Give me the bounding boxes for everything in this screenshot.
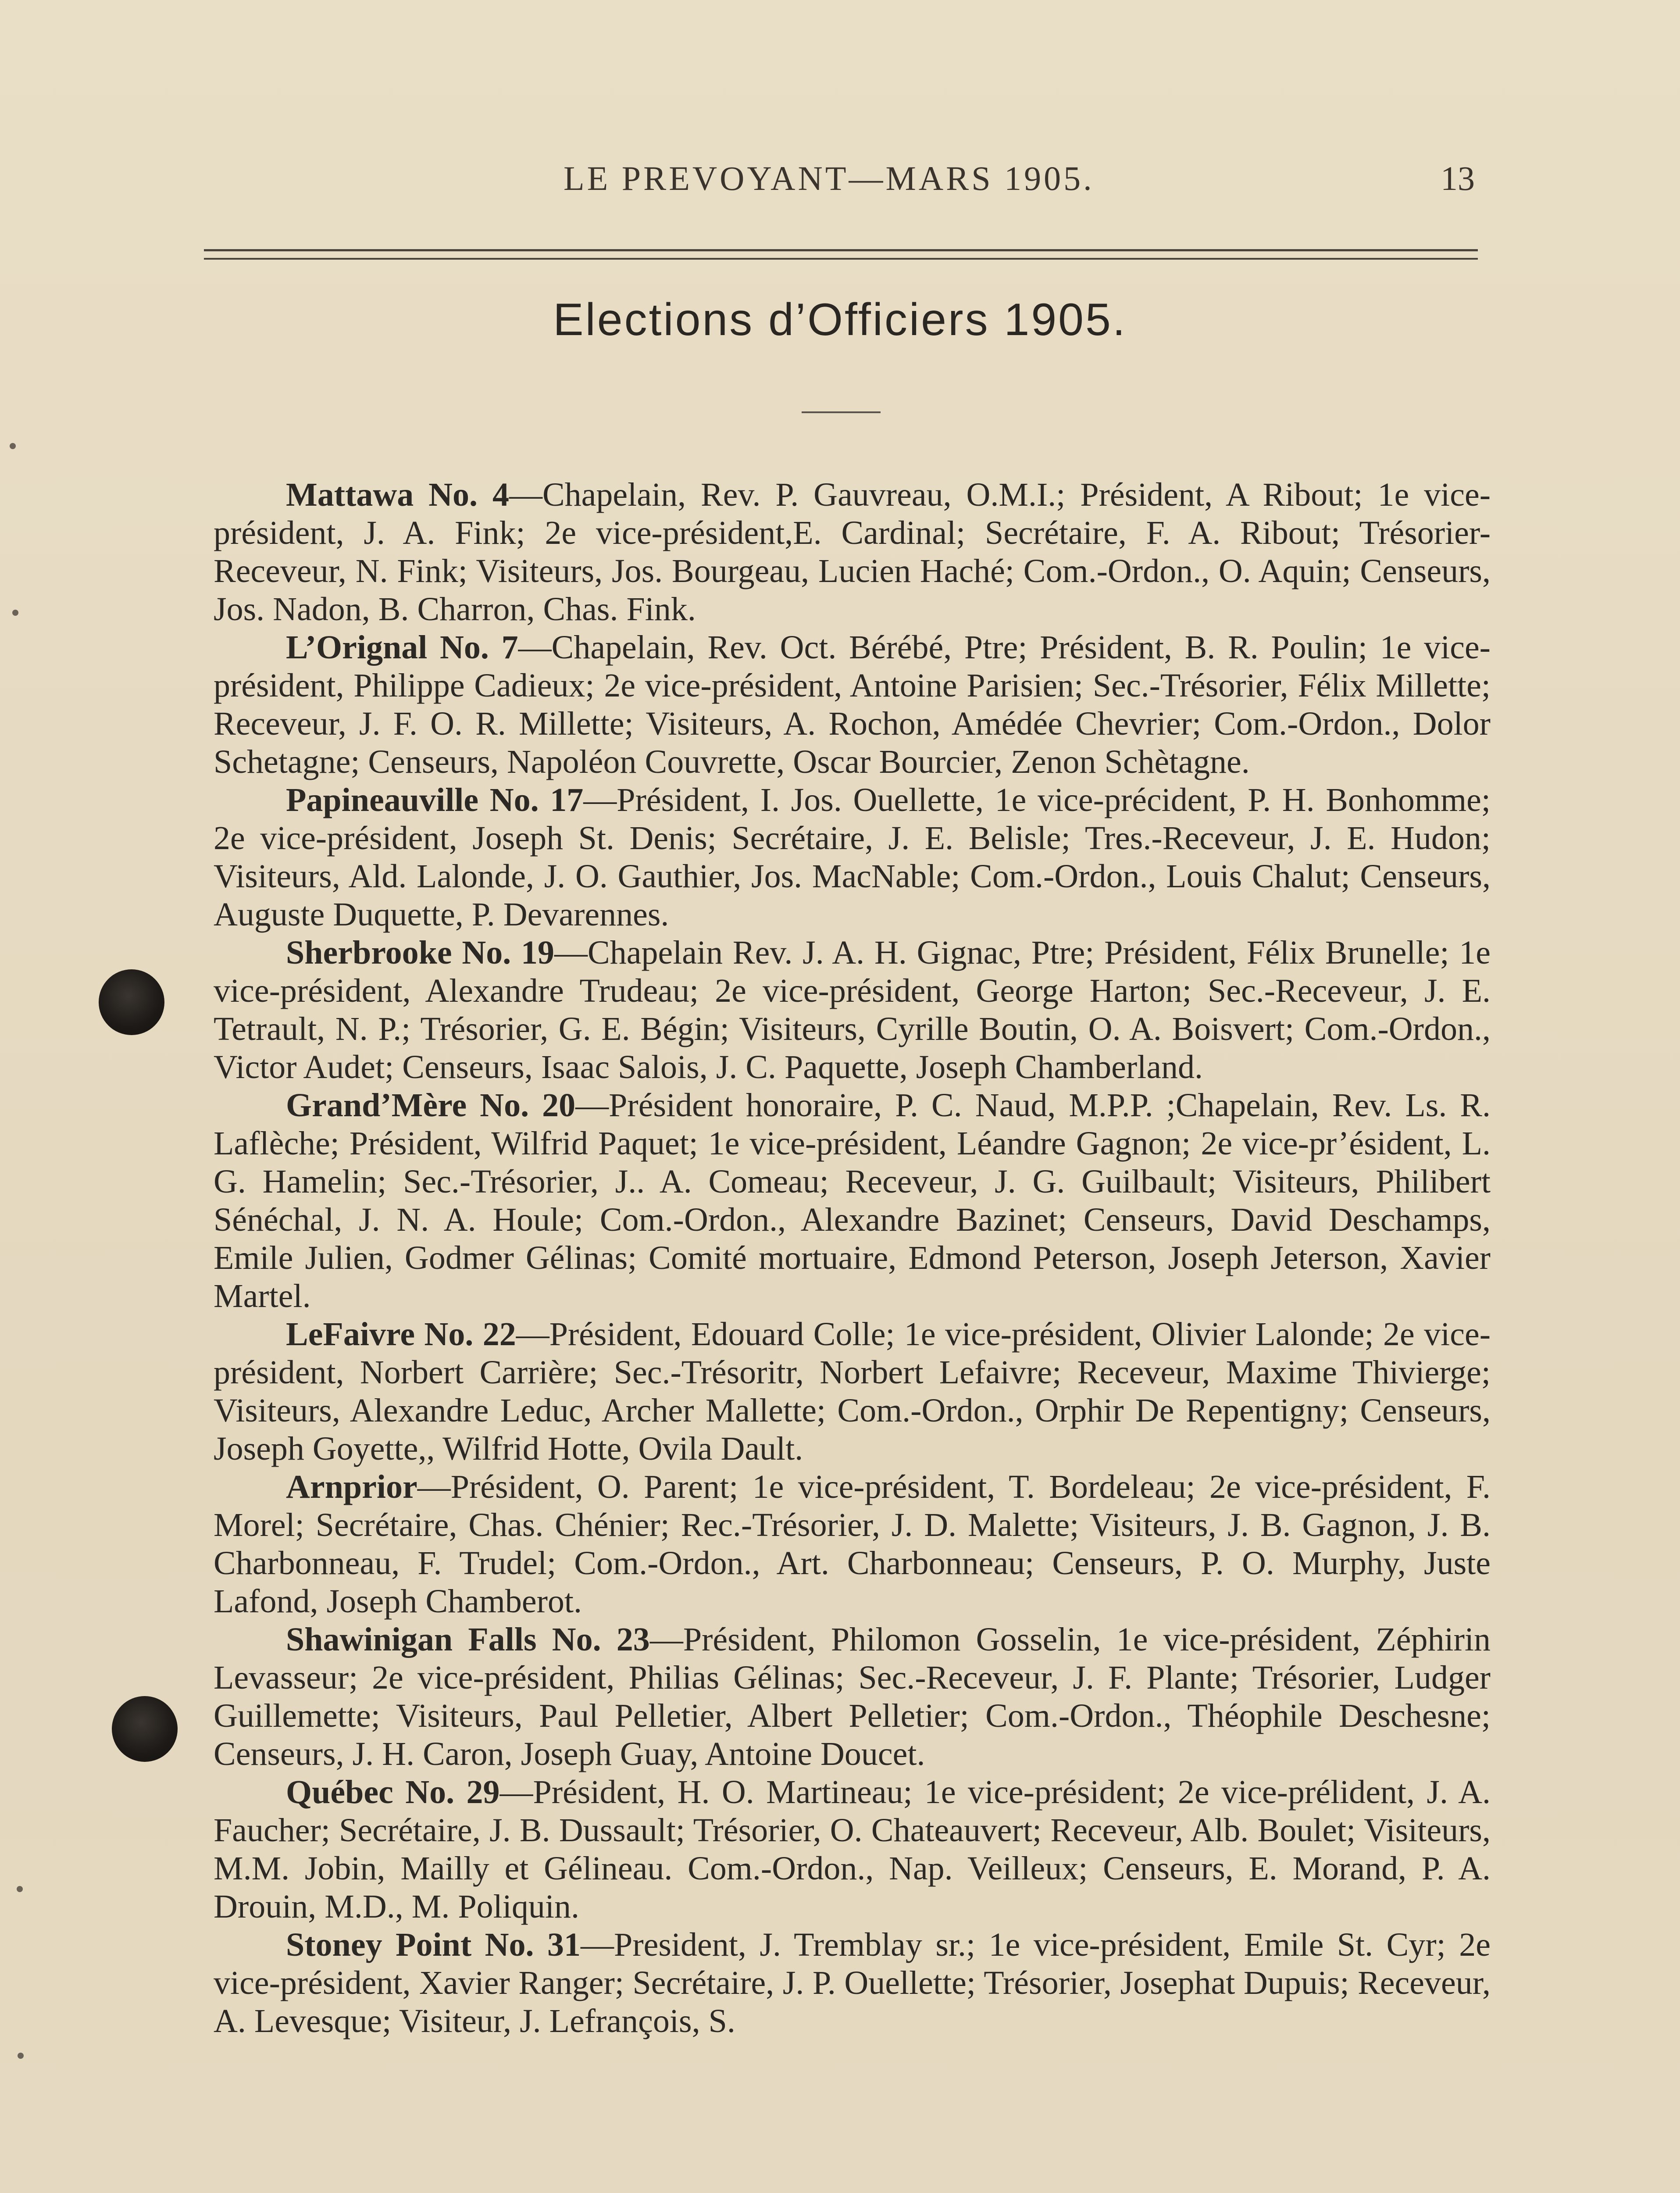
entry-quebec [214, 1773, 1491, 1926]
officers-text: —Président, O. Parent; 1e vice-président, T. Bordeleau; 2e vice-président, F. Morel; Secrétaire, Chas. Chénier; Rec.-Trésorier, J. D. Malette; Visiteurs, J. B. Gagnon, J. B. Charbonneau, F. Trudel; Com.-Ordon., Art. Charbonneau; Censeurs, P. O. Murphy, Juste Lafond, Joseph Chamberot. [214, 1468, 1491, 1620]
lodge-name: Mattawa No. 4 [286, 476, 509, 513]
article-title: Elections d’Officiers 1905. [553, 294, 1127, 345]
paper-speck [12, 610, 18, 616]
paper-speck [10, 443, 16, 449]
entry-grandmere [214, 1086, 1491, 1315]
lodge-name: Stoney Point No. 31 [286, 1926, 581, 1963]
entry-arnprior [214, 1468, 1491, 1621]
article-body [214, 476, 1491, 2040]
lodge-name: Shawinigan Falls No. 23 [286, 1621, 650, 1658]
officers-text: —Chapelain, Rev. P. Gauvreau, O.M.I.; Président, A Ribout; 1e vice-président, J. A. Fink; 2e vice-président,E. Cardinal; Secrétaire, F. A. Ribout; Trésorier-Receveur, N. Fink; Visiteurs, Jos. Bourgeau, Lucien Haché; Com.-Ordon., O. Aquin; Censeurs, Jos. Nadon, B. Charron, Chas. Fink. [214, 476, 1491, 628]
entry-papineauville [214, 781, 1491, 934]
officers-text: —Président, H. O. Martineau; 1e vice-président; 2e vice-prélident, J. A. Faucher; Secrétaire, J. B. Dussault; Trésorier, O. Chateauvert; Receveur, Alb. Boulet; Visiteurs, M.M. Jobin, Mailly et Gélineau. Com.-Ordon., Nap. Veilleux; Censeurs, E. Morand, P. A. Drouin, M.D., M. Poliquin. [214, 1774, 1491, 1925]
officers-text: —Président honoraire, P. C. Naud, M.P.P. ;Chapelain, Rev. Ls. R. Laflèche; Président, Wilfrid Paquet; 1e vice-président, Léandre Gagnon; 2e vice-pr’ésident, L. G. Hamelin; Sec.-Trésorier, J.. A. Comeau; Receveur, J. G. Guilbault; Visiteurs, Philibert Sénéchal, J. N. A. Houle; Com.-Ordon., Alexandre Bazinet; Censeurs, David Deschamps, Emile Julien, Godmer Gélinas; Comité mortuaire, Edmond Peterson, Joseph Jeterson, Xavier Martel. [214, 1087, 1491, 1314]
binding-hole [112, 1696, 178, 1762]
officers-text: —Président, Philomon Gosselin, 1e vice-président, Zéphirin Levasseur; 2e vice-président, Philias Gélinas; Sec.-Receveur, J. F. Plante; Trésorier, Ludger Guillemette; Visiteurs, Paul Pelletier, Albert Pelletier; Com.-Ordon., Théophile Deschesne; Censeurs, J. H. Caron, Joseph Guay, Antoine Doucet. [214, 1621, 1491, 1772]
running-head: LE PREVOYANT—MARS 1905. [564, 159, 1095, 197]
paper-speck [18, 2053, 24, 2059]
lodge-name: L’Orignal No. 7 [286, 629, 518, 666]
header-rule-bottom [204, 258, 1478, 260]
header-rule-top [204, 249, 1478, 251]
page-number: 13 [1441, 159, 1475, 197]
officers-text: —Chapelain Rev. J. A. H. Gignac, Ptre; Président, Félix Brunelle; 1e vice-président, Alexandre Trudeau; 2e vice-président, George Harton; Sec.-Receveur, J. E. Tetrault, N. P.; Trésorier, G. E. Bégin; Visiteurs, Cyrille Boutin, O. A. Boisvert; Com.-Ordon., Victor Audet; Censeurs, Isaac Salois, J. C. Paquette, Joseph Chamberland. [214, 934, 1491, 1086]
entry-lefaivre [214, 1315, 1491, 1468]
title-divider [802, 411, 881, 413]
lodge-name: Sherbrooke No. 19 [286, 934, 555, 971]
lodge-name: Papineauville No. 17 [286, 782, 584, 818]
lodge-name: LeFaivre No. 22 [286, 1316, 516, 1353]
officers-text: —Président, I. Jos. Ouellette, 1e vice-précident, P. H. Bonhomme; 2e vice-président, Joseph St. Denis; Secrétaire, J. E. Belisle; Tres.-Receveur, J. E. Hudon; Visiteurs, Ald. Lalonde, J. O. Gauthier, Jos. MacNable; Com.-Ordon., Louis Chalut; Censeurs, Auguste Duquette, P. Devarennes. [214, 782, 1491, 933]
entry-sherbrooke [214, 934, 1491, 1086]
entry-shawinigan-falls [214, 1621, 1491, 1773]
officers-text: —President, J. Tremblay sr.; 1e vice-président, Emile St. Cyr; 2e vice-président, Xavier Ranger; Secrétaire, J. P. Ouellette; Trésorier, Josephat Dupuis; Receveur, A. Levesque; Visiteur, J. Lefrançois, S. [214, 1926, 1491, 2039]
lodge-name: Grand’Mère No. 20 [286, 1087, 576, 1124]
officers-text: —Président, Edouard Colle; 1e vice-président, Olivier Lalonde; 2e vice-président, Norbert Carrière; Sec.-Trésoritr, Norbert Lefaivre; Receveur, Maxime Thivierge; Visiteurs, Alexandre Leduc, Archer Mallette; Com.-Ordon., Orphir De Repentigny; Censeurs, Joseph Goyette,, Wilfrid Hotte, Ovila Dault. [214, 1316, 1491, 1467]
lodge-name: Québec No. 29 [286, 1774, 500, 1811]
binding-hole [99, 969, 164, 1035]
entry-mattawa [214, 476, 1491, 629]
paper-speck [17, 1886, 23, 1892]
lodge-name: Arnprior [286, 1468, 417, 1505]
officers-text: —Chapelain, Rev. Oct. Bérébé, Ptre; Président, B. R. Poulin; 1e vice-président, Philippe Cadieux; 2e vice-président, Antoine Parisien; Sec.-Trésorier, Félix Millette; Receveur, J. F. O. R. Millette; Visiteurs, A. Rochon, Amédée Chevrier; Com.-Ordon., Dolor Schetagne; Censeurs, Napoléon Couvrette, Oscar Bourcier, Zenon Schètagne. [214, 629, 1491, 780]
entry-lorignal [214, 629, 1491, 781]
entry-stoney-point [214, 1926, 1491, 2040]
